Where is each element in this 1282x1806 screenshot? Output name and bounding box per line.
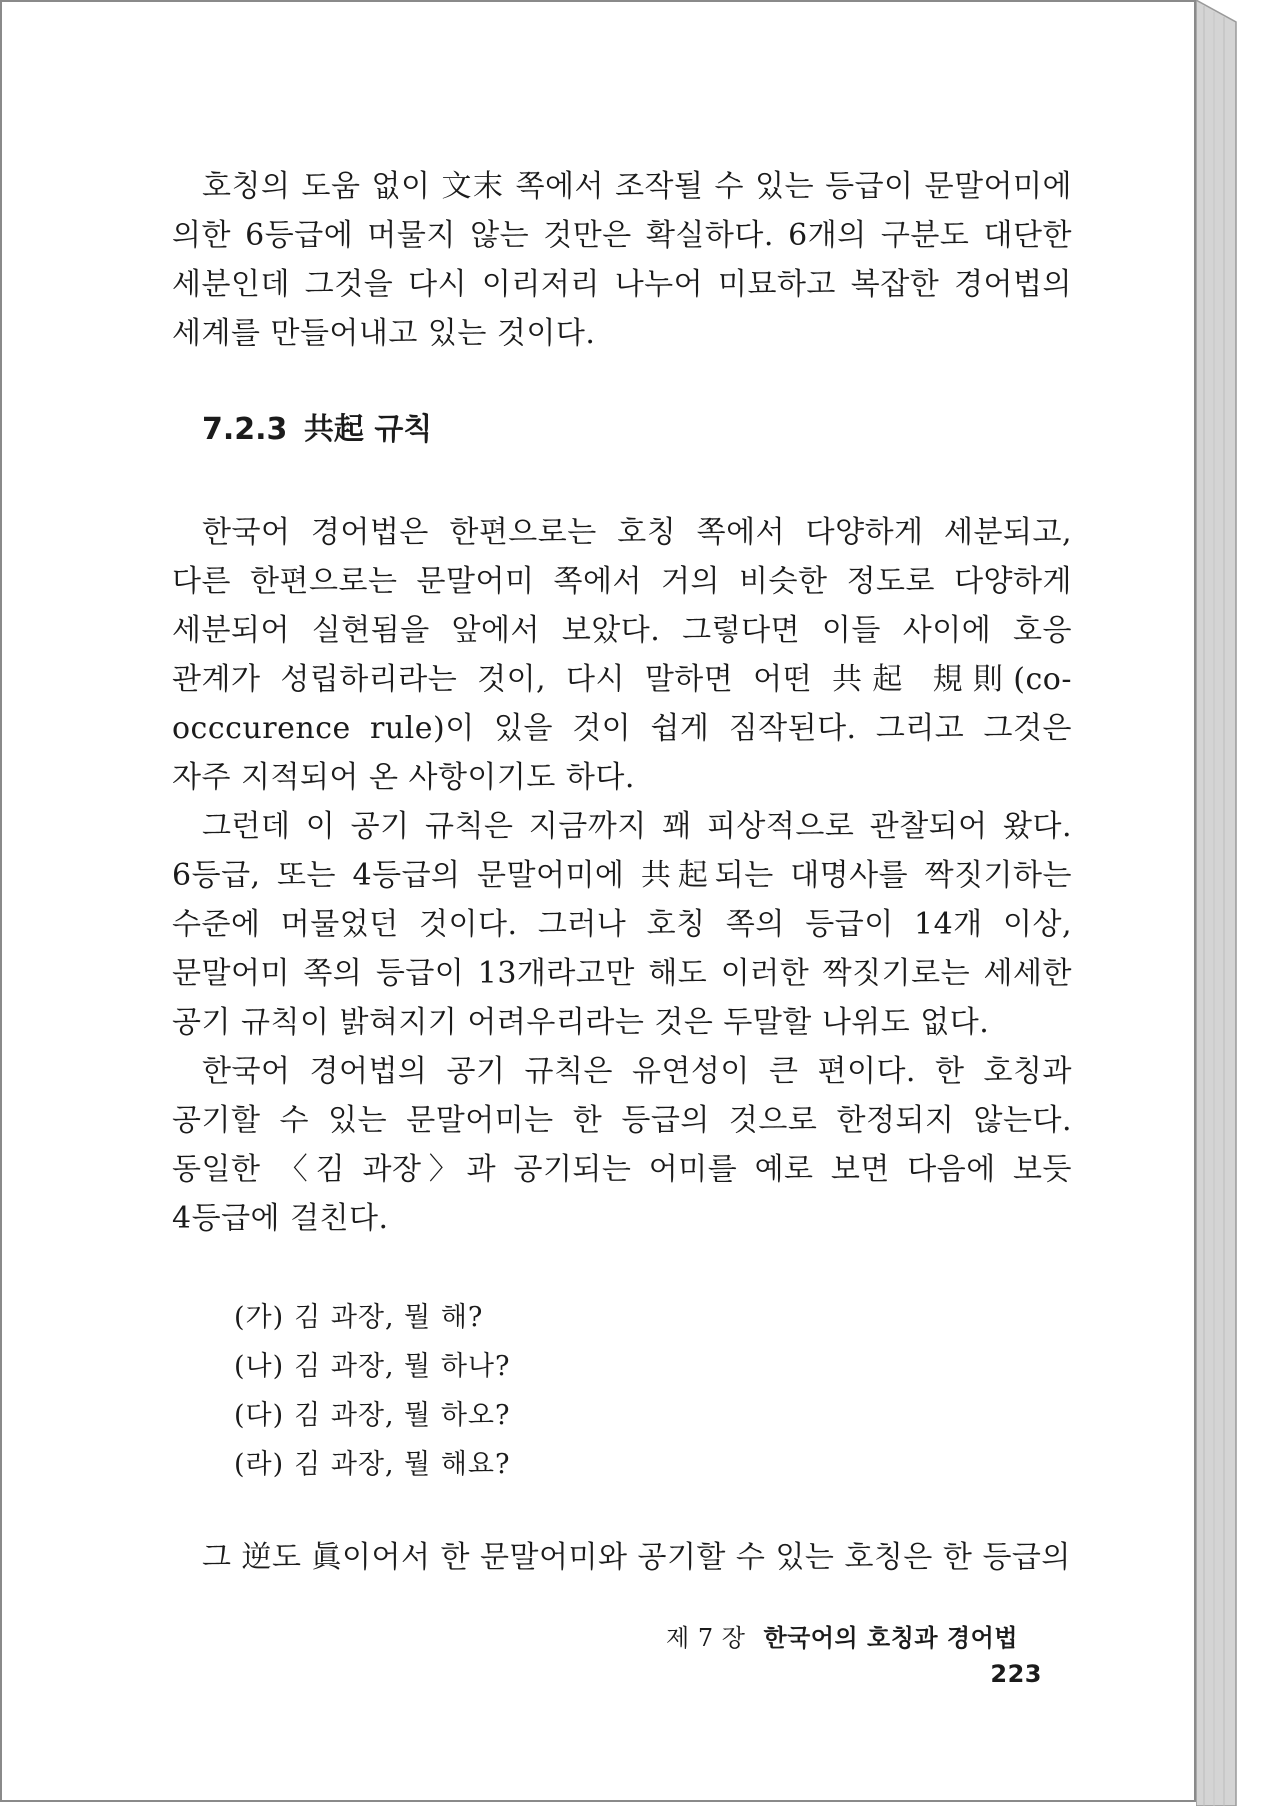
body-paragraph: 한국어 경어법은 한편으로는 호칭 쪽에서 다양하게 세분되고, 다른 한편으로는 문말어미 쪽에서 거의 비슷한 정도로 다양하게 세분되어 실현됨을 앞에서 보았다. 그렇다면 이들 사이에 호응 관계가 성립하리라는 것이, 다시 말하면 어떤 共起 規則(co-occcurence rule)이 있을 것이 쉽게 짐작된다. 그리고 그것은 자주 지적되어 온 사항이기도 하다. [172, 515, 1072, 795]
book-edge [1196, 0, 1282, 1806]
page-number: 223 [990, 1660, 1042, 1688]
example-marker: (가) [234, 1302, 285, 1333]
body-paragraph: 한국어 경어법의 공기 규칙은 유연성이 큰 편이다. 한 호칭과 공기할 수 있는 문말어미는 한 등급의 것으로 한정되지 않는다. 동일한 〈김 과장〉과 공기되는 어미를 예로 보면 다음에 보듯 4등급에 걸친다. [172, 1054, 1072, 1236]
body-paragraph: 그런데 이 공기 규칙은 지금까지 꽤 피상적으로 관찰되어 왔다. 6등급, 또는 4등급의 문말어미에 共起되는 대명사를 짝짓기하는 수준에 머물었던 것이다. 그러나 호칭 쪽의 등급이 14개 이상, 문말어미 쪽의 등급이 13개라고만 해도 이러한 짝짓기로는 세세한 공기 규칙이 밝혀지기 어려우리라는 것은 두말할 나위도 없다. [172, 809, 1072, 1040]
section-title: 共起 규칙 [303, 412, 433, 447]
example-list [172, 1293, 1072, 1489]
example-text: 김 과장, 뭘 하나? [294, 1351, 511, 1382]
body-paragraph: 호칭의 도움 없이 文末 쪽에서 조작될 수 있는 등급이 문말어미에 의한 6등급에 머물지 않는 것만은 확실하다. 6개의 구분도 대단한 세분인데 그것을 다시 이리저리 나누어 미묘하고 복잡한 경어법의 세계를 만들어내고 있는 것이다. [172, 169, 1072, 351]
body-paragraph: 그 逆도 眞이어서 한 문말어미와 공기할 수 있는 호칭은 한 등급의 [202, 1540, 1071, 1575]
running-footer [622, 1620, 1042, 1692]
example-text: 김 과장, 뭘 하오? [294, 1400, 511, 1431]
example-item [234, 1342, 1072, 1391]
example-marker: (라) [234, 1449, 285, 1480]
example-item [234, 1391, 1072, 1440]
example-item [234, 1293, 1072, 1342]
section-heading [172, 410, 1072, 450]
page-body [172, 162, 1072, 1582]
footer-chapter-title: 한국어의 호칭과 경어법 [763, 1623, 1018, 1652]
example-item [234, 1440, 1072, 1489]
example-marker: (나) [234, 1351, 285, 1382]
example-marker: (다) [234, 1400, 285, 1431]
example-text: 김 과장, 뭘 해요? [294, 1449, 511, 1480]
example-text: 김 과장, 뭘 해? [294, 1302, 484, 1333]
footer-chapter: 제 7 장 [666, 1624, 746, 1652]
section-number: 7.2.3 [202, 412, 288, 447]
